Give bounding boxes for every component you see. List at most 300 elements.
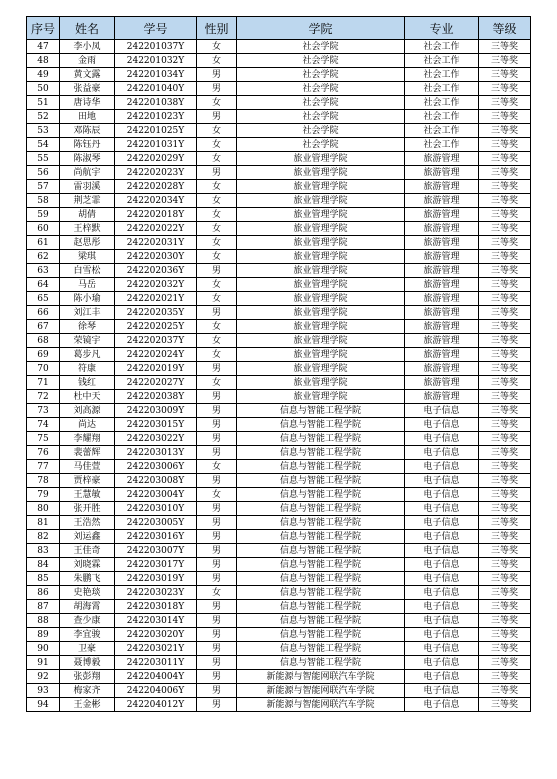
cell-name: 梅家齐 bbox=[60, 684, 115, 698]
cell-student-id: 242203010Y bbox=[115, 502, 197, 516]
cell-number: 62 bbox=[27, 250, 60, 264]
cell-major: 社会工作 bbox=[405, 40, 479, 54]
cell-name: 胡倩 bbox=[60, 208, 115, 222]
cell-student-id: 242203020Y bbox=[115, 628, 197, 642]
cell-college: 社会学院 bbox=[237, 68, 405, 82]
cell-major: 电子信息 bbox=[405, 684, 479, 698]
cell-student-id: 242203018Y bbox=[115, 600, 197, 614]
cell-major: 电子信息 bbox=[405, 628, 479, 642]
cell-number: 84 bbox=[27, 558, 60, 572]
cell-gender: 男 bbox=[197, 656, 237, 670]
cell-number: 60 bbox=[27, 222, 60, 236]
table-row bbox=[27, 320, 531, 334]
cell-college: 信息与智能工程学院 bbox=[237, 544, 405, 558]
cell-major: 社会工作 bbox=[405, 110, 479, 124]
cell-major: 电子信息 bbox=[405, 488, 479, 502]
table-row bbox=[27, 502, 531, 516]
cell-major: 电子信息 bbox=[405, 586, 479, 600]
cell-major: 电子信息 bbox=[405, 600, 479, 614]
cell-student-id: 242204004Y bbox=[115, 670, 197, 684]
cell-college: 信息与智能工程学院 bbox=[237, 418, 405, 432]
cell-award-level: 三等奖 bbox=[479, 600, 531, 614]
cell-student-id: 242202023Y bbox=[115, 166, 197, 180]
cell-number: 47 bbox=[27, 40, 60, 54]
cell-major: 旅游管理 bbox=[405, 348, 479, 362]
cell-number: 54 bbox=[27, 138, 60, 152]
cell-award-level: 三等奖 bbox=[479, 684, 531, 698]
cell-name: 荣镜宇 bbox=[60, 334, 115, 348]
cell-college: 社会学院 bbox=[237, 82, 405, 96]
cell-number: 85 bbox=[27, 572, 60, 586]
cell-major: 电子信息 bbox=[405, 558, 479, 572]
cell-major: 电子信息 bbox=[405, 698, 479, 712]
cell-number: 73 bbox=[27, 404, 60, 418]
cell-name: 葛步凡 bbox=[60, 348, 115, 362]
cell-major: 电子信息 bbox=[405, 418, 479, 432]
cell-award-level: 三等奖 bbox=[479, 348, 531, 362]
cell-major: 旅游管理 bbox=[405, 292, 479, 306]
cell-gender: 男 bbox=[197, 82, 237, 96]
cell-gender: 男 bbox=[197, 446, 237, 460]
cell-award-level: 三等奖 bbox=[479, 656, 531, 670]
cell-award-level: 三等奖 bbox=[479, 432, 531, 446]
table-row bbox=[27, 418, 531, 432]
table-row bbox=[27, 656, 531, 670]
cell-student-id: 242202028Y bbox=[115, 180, 197, 194]
cell-student-id: 242201032Y bbox=[115, 54, 197, 68]
cell-award-level: 三等奖 bbox=[479, 124, 531, 138]
cell-major: 旅游管理 bbox=[405, 264, 479, 278]
cell-award-level: 三等奖 bbox=[479, 418, 531, 432]
cell-college: 旅业管理学院 bbox=[237, 334, 405, 348]
cell-name: 刘高源 bbox=[60, 404, 115, 418]
cell-student-id: 242202038Y bbox=[115, 390, 197, 404]
cell-gender: 男 bbox=[197, 404, 237, 418]
cell-major: 旅游管理 bbox=[405, 334, 479, 348]
cell-number: 56 bbox=[27, 166, 60, 180]
cell-major: 旅游管理 bbox=[405, 194, 479, 208]
cell-gender: 男 bbox=[197, 390, 237, 404]
cell-college: 信息与智能工程学院 bbox=[237, 600, 405, 614]
cell-student-id: 242202029Y bbox=[115, 152, 197, 166]
cell-number: 48 bbox=[27, 54, 60, 68]
table-row bbox=[27, 544, 531, 558]
cell-gender: 女 bbox=[197, 138, 237, 152]
cell-gender: 男 bbox=[197, 264, 237, 278]
cell-major: 电子信息 bbox=[405, 460, 479, 474]
header-cell: 专业 bbox=[405, 17, 479, 40]
cell-number: 53 bbox=[27, 124, 60, 138]
cell-name: 马佳萱 bbox=[60, 460, 115, 474]
cell-major: 电子信息 bbox=[405, 502, 479, 516]
table-row bbox=[27, 236, 531, 250]
cell-major: 电子信息 bbox=[405, 670, 479, 684]
cell-name: 荆芝霏 bbox=[60, 194, 115, 208]
cell-major: 社会工作 bbox=[405, 138, 479, 152]
table-row bbox=[27, 124, 531, 138]
cell-name: 雷羽溪 bbox=[60, 180, 115, 194]
cell-student-id: 242203023Y bbox=[115, 586, 197, 600]
cell-name: 裴蕾辉 bbox=[60, 446, 115, 460]
cell-number: 76 bbox=[27, 446, 60, 460]
cell-name: 田地 bbox=[60, 110, 115, 124]
cell-student-id: 242203009Y bbox=[115, 404, 197, 418]
cell-gender: 女 bbox=[197, 460, 237, 474]
cell-gender: 男 bbox=[197, 684, 237, 698]
cell-number: 77 bbox=[27, 460, 60, 474]
cell-award-level: 三等奖 bbox=[479, 544, 531, 558]
cell-gender: 女 bbox=[197, 236, 237, 250]
table-row bbox=[27, 614, 531, 628]
cell-number: 63 bbox=[27, 264, 60, 278]
cell-college: 信息与智能工程学院 bbox=[237, 628, 405, 642]
table-row bbox=[27, 82, 531, 96]
table-row bbox=[27, 558, 531, 572]
cell-number: 86 bbox=[27, 586, 60, 600]
cell-name: 胡海霄 bbox=[60, 600, 115, 614]
cell-college: 信息与智能工程学院 bbox=[237, 656, 405, 670]
table-row bbox=[27, 600, 531, 614]
cell-major: 社会工作 bbox=[405, 82, 479, 96]
cell-gender: 女 bbox=[197, 250, 237, 264]
table-row bbox=[27, 194, 531, 208]
cell-gender: 男 bbox=[197, 110, 237, 124]
cell-college: 旅业管理学院 bbox=[237, 250, 405, 264]
cell-college: 信息与智能工程学院 bbox=[237, 460, 405, 474]
cell-college: 旅业管理学院 bbox=[237, 236, 405, 250]
cell-college: 信息与智能工程学院 bbox=[237, 488, 405, 502]
cell-number: 71 bbox=[27, 376, 60, 390]
table-row bbox=[27, 250, 531, 264]
cell-award-level: 三等奖 bbox=[479, 152, 531, 166]
cell-gender: 女 bbox=[197, 348, 237, 362]
cell-name: 王梓默 bbox=[60, 222, 115, 236]
cell-name: 刘晓霖 bbox=[60, 558, 115, 572]
cell-award-level: 三等奖 bbox=[479, 698, 531, 712]
cell-gender: 男 bbox=[197, 572, 237, 586]
cell-number: 64 bbox=[27, 278, 60, 292]
cell-student-id: 242201023Y bbox=[115, 110, 197, 124]
header-cell: 学号 bbox=[115, 17, 197, 40]
cell-major: 旅游管理 bbox=[405, 180, 479, 194]
cell-name: 邓陈辰 bbox=[60, 124, 115, 138]
cell-award-level: 三等奖 bbox=[479, 250, 531, 264]
cell-name: 唐诗华 bbox=[60, 96, 115, 110]
cell-major: 电子信息 bbox=[405, 656, 479, 670]
cell-college: 旅业管理学院 bbox=[237, 152, 405, 166]
cell-award-level: 三等奖 bbox=[479, 208, 531, 222]
cell-student-id: 242202021Y bbox=[115, 292, 197, 306]
cell-award-level: 三等奖 bbox=[479, 474, 531, 488]
cell-college: 信息与智能工程学院 bbox=[237, 530, 405, 544]
cell-name: 陈小瑜 bbox=[60, 292, 115, 306]
table-row bbox=[27, 222, 531, 236]
cell-gender: 男 bbox=[197, 306, 237, 320]
cell-gender: 女 bbox=[197, 376, 237, 390]
cell-name: 陈钰丹 bbox=[60, 138, 115, 152]
table-row bbox=[27, 348, 531, 362]
cell-major: 社会工作 bbox=[405, 54, 479, 68]
cell-name: 马岳 bbox=[60, 278, 115, 292]
cell-student-id: 242201037Y bbox=[115, 40, 197, 54]
cell-award-level: 三等奖 bbox=[479, 236, 531, 250]
table-row bbox=[27, 446, 531, 460]
table-row bbox=[27, 432, 531, 446]
cell-award-level: 三等奖 bbox=[479, 446, 531, 460]
cell-student-id: 242201038Y bbox=[115, 96, 197, 110]
cell-major: 旅游管理 bbox=[405, 152, 479, 166]
cell-student-id: 242203007Y bbox=[115, 544, 197, 558]
cell-name: 尚航宇 bbox=[60, 166, 115, 180]
cell-gender: 女 bbox=[197, 54, 237, 68]
table-row bbox=[27, 292, 531, 306]
cell-college: 信息与智能工程学院 bbox=[237, 446, 405, 460]
cell-student-id: 242202019Y bbox=[115, 362, 197, 376]
cell-major: 旅游管理 bbox=[405, 362, 479, 376]
cell-college: 信息与智能工程学院 bbox=[237, 404, 405, 418]
cell-name: 聂博毅 bbox=[60, 656, 115, 670]
cell-award-level: 三等奖 bbox=[479, 670, 531, 684]
table-row bbox=[27, 68, 531, 82]
cell-award-level: 三等奖 bbox=[479, 110, 531, 124]
cell-name: 尚达 bbox=[60, 418, 115, 432]
cell-award-level: 三等奖 bbox=[479, 572, 531, 586]
table-row bbox=[27, 628, 531, 642]
cell-student-id: 242202024Y bbox=[115, 348, 197, 362]
cell-major: 电子信息 bbox=[405, 404, 479, 418]
cell-award-level: 三等奖 bbox=[479, 558, 531, 572]
cell-college: 社会学院 bbox=[237, 110, 405, 124]
cell-award-level: 三等奖 bbox=[479, 138, 531, 152]
table-row bbox=[27, 670, 531, 684]
table-row bbox=[27, 166, 531, 180]
cell-student-id: 242203017Y bbox=[115, 558, 197, 572]
cell-student-id: 242202022Y bbox=[115, 222, 197, 236]
cell-gender: 男 bbox=[197, 418, 237, 432]
cell-gender: 女 bbox=[197, 208, 237, 222]
cell-award-level: 三等奖 bbox=[479, 516, 531, 530]
cell-name: 白雪松 bbox=[60, 264, 115, 278]
cell-name: 卫豪 bbox=[60, 642, 115, 656]
cell-name: 王金彬 bbox=[60, 698, 115, 712]
table-row bbox=[27, 208, 531, 222]
table-row bbox=[27, 684, 531, 698]
cell-student-id: 242202034Y bbox=[115, 194, 197, 208]
cell-number: 51 bbox=[27, 96, 60, 110]
cell-name: 李耀翔 bbox=[60, 432, 115, 446]
cell-major: 旅游管理 bbox=[405, 166, 479, 180]
cell-number: 79 bbox=[27, 488, 60, 502]
cell-college: 旅业管理学院 bbox=[237, 264, 405, 278]
cell-number: 89 bbox=[27, 628, 60, 642]
cell-gender: 女 bbox=[197, 152, 237, 166]
table-row bbox=[27, 460, 531, 474]
cell-award-level: 三等奖 bbox=[479, 96, 531, 110]
table-row bbox=[27, 376, 531, 390]
table-body bbox=[27, 40, 531, 712]
cell-student-id: 242202037Y bbox=[115, 334, 197, 348]
cell-number: 92 bbox=[27, 670, 60, 684]
cell-number: 74 bbox=[27, 418, 60, 432]
cell-student-id: 242202036Y bbox=[115, 264, 197, 278]
table-row bbox=[27, 586, 531, 600]
table-row bbox=[27, 404, 531, 418]
cell-student-id: 242203014Y bbox=[115, 614, 197, 628]
cell-college: 信息与智能工程学院 bbox=[237, 516, 405, 530]
cell-gender: 男 bbox=[197, 516, 237, 530]
cell-student-id: 242201025Y bbox=[115, 124, 197, 138]
table-row bbox=[27, 40, 531, 54]
cell-award-level: 三等奖 bbox=[479, 376, 531, 390]
cell-award-level: 三等奖 bbox=[479, 362, 531, 376]
cell-number: 59 bbox=[27, 208, 60, 222]
cell-name: 王佳奇 bbox=[60, 544, 115, 558]
cell-college: 信息与智能工程学院 bbox=[237, 432, 405, 446]
cell-student-id: 242203006Y bbox=[115, 460, 197, 474]
cell-major: 电子信息 bbox=[405, 446, 479, 460]
cell-college: 社会学院 bbox=[237, 54, 405, 68]
cell-award-level: 三等奖 bbox=[479, 194, 531, 208]
header-row bbox=[27, 17, 531, 40]
cell-award-level: 三等奖 bbox=[479, 586, 531, 600]
cell-name: 金雨 bbox=[60, 54, 115, 68]
table-row bbox=[27, 488, 531, 502]
cell-major: 电子信息 bbox=[405, 516, 479, 530]
cell-gender: 女 bbox=[197, 194, 237, 208]
cell-number: 68 bbox=[27, 334, 60, 348]
cell-college: 旅业管理学院 bbox=[237, 292, 405, 306]
award-roster-table bbox=[26, 16, 531, 712]
cell-number: 75 bbox=[27, 432, 60, 446]
header-cell: 学院 bbox=[237, 17, 405, 40]
cell-award-level: 三等奖 bbox=[479, 166, 531, 180]
cell-number: 58 bbox=[27, 194, 60, 208]
cell-college: 旅业管理学院 bbox=[237, 208, 405, 222]
cell-student-id: 242203021Y bbox=[115, 642, 197, 656]
cell-name: 符康 bbox=[60, 362, 115, 376]
cell-college: 旅业管理学院 bbox=[237, 376, 405, 390]
table-row bbox=[27, 516, 531, 530]
cell-award-level: 三等奖 bbox=[479, 306, 531, 320]
cell-award-level: 三等奖 bbox=[479, 68, 531, 82]
table-row bbox=[27, 96, 531, 110]
cell-award-level: 三等奖 bbox=[479, 488, 531, 502]
table-row bbox=[27, 264, 531, 278]
table-row bbox=[27, 278, 531, 292]
cell-student-id: 242202031Y bbox=[115, 236, 197, 250]
cell-gender: 男 bbox=[197, 600, 237, 614]
cell-student-id: 242203008Y bbox=[115, 474, 197, 488]
cell-major: 旅游管理 bbox=[405, 390, 479, 404]
cell-name: 徐琴 bbox=[60, 320, 115, 334]
cell-award-level: 三等奖 bbox=[479, 278, 531, 292]
cell-major: 旅游管理 bbox=[405, 376, 479, 390]
cell-award-level: 三等奖 bbox=[479, 628, 531, 642]
cell-student-id: 242203015Y bbox=[115, 418, 197, 432]
cell-gender: 女 bbox=[197, 222, 237, 236]
cell-award-level: 三等奖 bbox=[479, 180, 531, 194]
cell-major: 社会工作 bbox=[405, 124, 479, 138]
cell-number: 55 bbox=[27, 152, 60, 166]
table-row bbox=[27, 390, 531, 404]
cell-number: 57 bbox=[27, 180, 60, 194]
cell-major: 电子信息 bbox=[405, 544, 479, 558]
cell-award-level: 三等奖 bbox=[479, 222, 531, 236]
cell-name: 梁琪 bbox=[60, 250, 115, 264]
cell-student-id: 242202027Y bbox=[115, 376, 197, 390]
header-cell: 序号 bbox=[27, 17, 60, 40]
cell-number: 65 bbox=[27, 292, 60, 306]
cell-number: 80 bbox=[27, 502, 60, 516]
cell-gender: 女 bbox=[197, 124, 237, 138]
table-row bbox=[27, 54, 531, 68]
cell-number: 90 bbox=[27, 642, 60, 656]
cell-major: 电子信息 bbox=[405, 642, 479, 656]
cell-award-level: 三等奖 bbox=[479, 642, 531, 656]
cell-student-id: 242204006Y bbox=[115, 684, 197, 698]
cell-gender: 女 bbox=[197, 488, 237, 502]
cell-college: 信息与智能工程学院 bbox=[237, 572, 405, 586]
cell-college: 旅业管理学院 bbox=[237, 278, 405, 292]
cell-name: 王慧敏 bbox=[60, 488, 115, 502]
cell-student-id: 242203004Y bbox=[115, 488, 197, 502]
cell-gender: 女 bbox=[197, 320, 237, 334]
table-row bbox=[27, 572, 531, 586]
cell-name: 朱鹏飞 bbox=[60, 572, 115, 586]
cell-student-id: 242202018Y bbox=[115, 208, 197, 222]
cell-number: 82 bbox=[27, 530, 60, 544]
cell-award-level: 三等奖 bbox=[479, 502, 531, 516]
cell-student-id: 242203013Y bbox=[115, 446, 197, 460]
table-row bbox=[27, 152, 531, 166]
cell-number: 91 bbox=[27, 656, 60, 670]
cell-college: 旅业管理学院 bbox=[237, 222, 405, 236]
table-row bbox=[27, 110, 531, 124]
cell-number: 49 bbox=[27, 68, 60, 82]
cell-name: 张益豪 bbox=[60, 82, 115, 96]
cell-name: 刘江丰 bbox=[60, 306, 115, 320]
cell-major: 电子信息 bbox=[405, 432, 479, 446]
cell-number: 72 bbox=[27, 390, 60, 404]
cell-gender: 女 bbox=[197, 292, 237, 306]
cell-award-level: 三等奖 bbox=[479, 404, 531, 418]
cell-gender: 男 bbox=[197, 530, 237, 544]
cell-student-id: 242203011Y bbox=[115, 656, 197, 670]
cell-student-id: 242202030Y bbox=[115, 250, 197, 264]
cell-college: 旅业管理学院 bbox=[237, 390, 405, 404]
cell-award-level: 三等奖 bbox=[479, 334, 531, 348]
cell-award-level: 三等奖 bbox=[479, 320, 531, 334]
cell-student-id: 242203005Y bbox=[115, 516, 197, 530]
cell-number: 81 bbox=[27, 516, 60, 530]
cell-major: 旅游管理 bbox=[405, 278, 479, 292]
cell-gender: 男 bbox=[197, 670, 237, 684]
cell-gender: 男 bbox=[197, 68, 237, 82]
cell-college: 信息与智能工程学院 bbox=[237, 558, 405, 572]
cell-major: 社会工作 bbox=[405, 68, 479, 82]
cell-name: 刘运鑫 bbox=[60, 530, 115, 544]
cell-name: 黄文露 bbox=[60, 68, 115, 82]
cell-student-id: 242201040Y bbox=[115, 82, 197, 96]
cell-student-id: 242202035Y bbox=[115, 306, 197, 320]
cell-number: 70 bbox=[27, 362, 60, 376]
cell-number: 69 bbox=[27, 348, 60, 362]
cell-gender: 男 bbox=[197, 432, 237, 446]
table-row bbox=[27, 474, 531, 488]
cell-college: 旅业管理学院 bbox=[237, 320, 405, 334]
cell-award-level: 三等奖 bbox=[479, 82, 531, 96]
cell-gender: 女 bbox=[197, 180, 237, 194]
